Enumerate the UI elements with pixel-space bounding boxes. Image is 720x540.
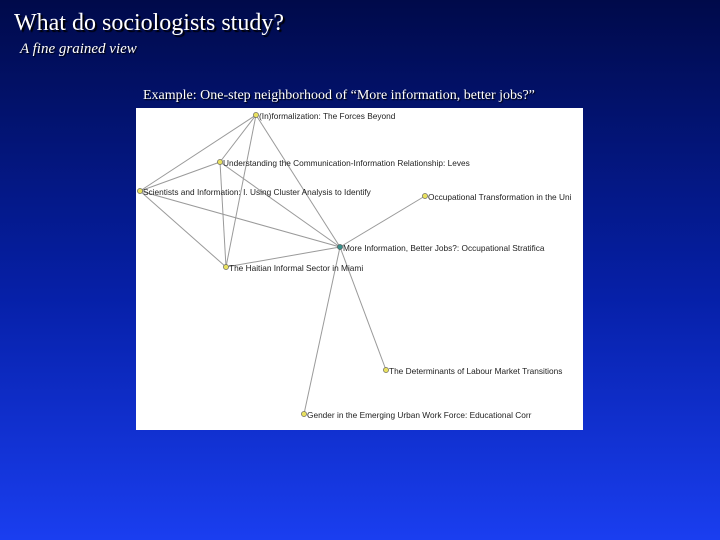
node-label-gender: Gender in the Emerging Urban Work Force: Educational Corr [307, 410, 532, 420]
node-scientists[interactable] [137, 188, 142, 193]
node-informalization[interactable] [253, 112, 258, 117]
node-label-occupational: Occupational Transformation in the Uni [428, 192, 572, 202]
node-occupational[interactable] [422, 193, 427, 198]
node-label-understanding: Understanding the Communication-Information Relationship: Leves [223, 158, 470, 168]
node-label-informalization: (In)formalization: The Forces Beyond [259, 111, 396, 121]
node-haitian[interactable] [223, 264, 228, 269]
node-determinants[interactable] [383, 367, 388, 372]
edge-informalization-understanding [220, 115, 256, 162]
network-graph [136, 108, 583, 430]
slide-subtitle: A fine grained view [20, 41, 137, 57]
node-label-scientists: Scientists and Information: I. Using Cluster Analysis to Identify [143, 187, 371, 197]
node-label-more_info: More Information, Better Jobs?: Occupational Stratifica [343, 243, 545, 253]
node-understanding[interactable] [217, 159, 222, 164]
node-gender[interactable] [301, 411, 306, 416]
edge-occupational-more_info [340, 196, 425, 247]
nodes-layer [137, 111, 571, 420]
node-label-haitian: The Haitian Informal Sector in Miami [229, 263, 364, 273]
graph-caption: Example: One-step neighborhood of “More information, better jobs?” [143, 88, 535, 103]
edge-informalization-scientists [140, 115, 256, 191]
network-graph-panel [136, 108, 583, 430]
edge-scientists-haitian [140, 191, 226, 267]
slide-title: What do sociologists study? [14, 10, 284, 36]
node-more_info[interactable] [337, 244, 342, 249]
node-label-determinants: The Determinants of Labour Market Transitions [389, 366, 563, 376]
